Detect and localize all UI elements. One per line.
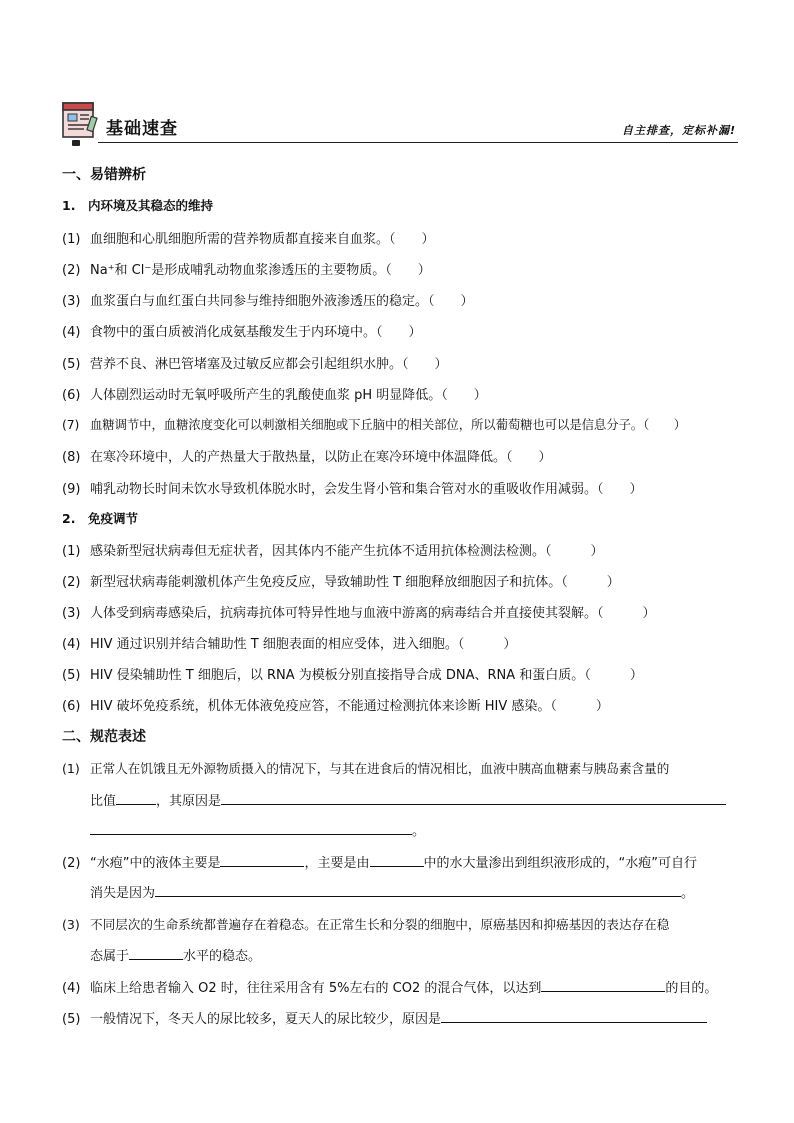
answer-blank[interactable]: [221, 790, 726, 805]
answer-paren[interactable]: （ ）: [550, 699, 609, 714]
answer-paren[interactable]: （ ）: [545, 544, 604, 559]
answer-paren[interactable]: （ ）: [457, 637, 517, 652]
answer-blank[interactable]: [90, 820, 412, 835]
question-item: (8) 在寒冷环境中，人的产热量大于散热量，以防止在寒冷环境中体温降低。（ ）: [62, 450, 552, 465]
answer-blank[interactable]: [441, 1008, 707, 1023]
question-item: (1) 正常人在饥饿且无外源物质摄入的情况下，与其在进食后的情况相比，血液中胰高血糖素与胰岛素含量的: [62, 761, 670, 776]
answer-blank[interactable]: [541, 977, 665, 992]
question-continuation: 比值 ，其原因是: [90, 790, 726, 809]
section2-heading: 二、规范表述: [62, 729, 146, 745]
answer-blank[interactable]: [155, 882, 681, 897]
question-continuation: 。: [90, 820, 425, 839]
answer-paren[interactable]: （ ）: [584, 668, 643, 683]
question-item: (9) 哺乳动物长时间未饮水导致机体脱水时，会发生肾小管和集合管对水的重吸收作用减弱。（ ）: [62, 482, 643, 497]
question-continuation: 消失是因为 。: [90, 882, 694, 901]
question-item: (2) Na⁺和 Cl⁻是形成哺乳动物血浆渗透压的主要物质。（ ）: [62, 263, 431, 278]
part2-title: 免疫调节: [88, 511, 139, 526]
question-item: (1) 血细胞和心肌细胞所需的营养物质都直接来自血浆。（ ）: [62, 232, 435, 247]
answer-paren[interactable]: （ ）: [389, 232, 435, 247]
part2-number: 2.: [62, 511, 76, 526]
question-item: (5) HIV 侵染辅助性 T 细胞后，以 RNA 为模板分别直接指导合成 DNA、RNA 和蛋白质。（ ）: [62, 668, 643, 683]
answer-paren[interactable]: （ ）: [428, 294, 474, 309]
question-item: (7) 血糖调节中，血糖浓度变化可以刺激相关细胞或下丘脑中的相关部位，所以葡萄糖也可以是信息分子。（ ）: [62, 417, 687, 432]
question-item: (4) 食物中的蛋白质被消化成氨基酸发生于内环境中。（ ）: [62, 325, 422, 340]
question-item: (4) 临床上给患者输入 O2 时，往往采用含有 5%左右的 CO2 的混合气体，以达到 的目的。: [62, 977, 717, 996]
header-rule: [98, 142, 738, 143]
answer-paren[interactable]: （ ）: [376, 325, 422, 340]
part1-title: 内环境及其稳态的维持: [88, 198, 214, 213]
answer-paren[interactable]: （ ）: [597, 606, 656, 621]
question-item: (2) 新型冠状病毒能刺激机体产生免疫反应，导致辅助性 T 细胞释放细胞因子和抗体。（ ）: [62, 575, 620, 590]
question-item: (3) 人体受到病毒感染后，抗病毒抗体可特异性地与血液中游离的病毒结合并直接使其裂解。（ ）: [62, 606, 656, 621]
answer-blank[interactable]: [220, 852, 304, 867]
question-item: (3) 血浆蛋白与血红蛋白共同参与维持细胞外液渗透压的稳定。（ ）: [62, 294, 474, 309]
header-title: 基础速查: [106, 119, 178, 139]
answer-paren[interactable]: （ ）: [506, 450, 552, 465]
answer-paren[interactable]: （ ）: [561, 575, 620, 590]
part1-number: 1.: [62, 198, 76, 213]
part1-heading: [62, 196, 213, 214]
answer-paren[interactable]: （ ）: [597, 482, 643, 497]
section-header: [58, 100, 738, 148]
question-item: (6) 人体剧烈运动时无氧呼吸所产生的乳酸使血浆 pH 明显降低。（ ）: [62, 388, 487, 403]
answer-paren[interactable]: （ ）: [385, 263, 431, 278]
question-item: (4) HIV 通过识别并结合辅助性 T 细胞表面的相应受体，进入细胞。（ ）: [62, 637, 517, 652]
question-item: (5) 一般情况下，冬天人的尿比较多，夏天人的尿比较少，原因是: [62, 1008, 707, 1027]
answer-blank[interactable]: [129, 945, 183, 960]
part2-heading: [62, 509, 138, 527]
question-item: (6) HIV 破坏免疫系统，机体无体液免疫应答，不能通过检测抗体来诊断 HIV 感染。（ ）: [62, 699, 609, 714]
question-item: (3) 不同层次的生命系统都普遍存在着稳态。在正常生长和分裂的细胞中，原癌基因和抑癌基因的表达存在稳: [62, 917, 670, 932]
section1-heading: 一、易错辨析: [62, 167, 146, 183]
question-item: (1) 感染新型冠状病毒但无症状者，因其体内不能产生抗体不适用抗体检测法检测。（ ）: [62, 544, 604, 559]
answer-blank[interactable]: [370, 852, 424, 867]
question-continuation: 态属于 水平的稳态。: [90, 945, 261, 964]
answer-paren[interactable]: （ ）: [402, 357, 448, 372]
question-item: (5) 营养不良、淋巴管堵塞及过敏反应都会引起组织水肿。（ ）: [62, 357, 448, 372]
header-rule-mark: [72, 140, 80, 146]
answer-paren[interactable]: （ ）: [441, 388, 487, 403]
answer-paren[interactable]: （ ）: [643, 417, 687, 432]
question-item: (2) “水疱”中的液体主要是 ，主要是由 中的水大量渗出到组织液形成的，“水疱”可自行: [62, 852, 697, 871]
header-slogan: 自主排查，定标补漏!: [621, 124, 736, 137]
document-icon: [60, 100, 100, 144]
answer-blank[interactable]: [116, 790, 156, 805]
